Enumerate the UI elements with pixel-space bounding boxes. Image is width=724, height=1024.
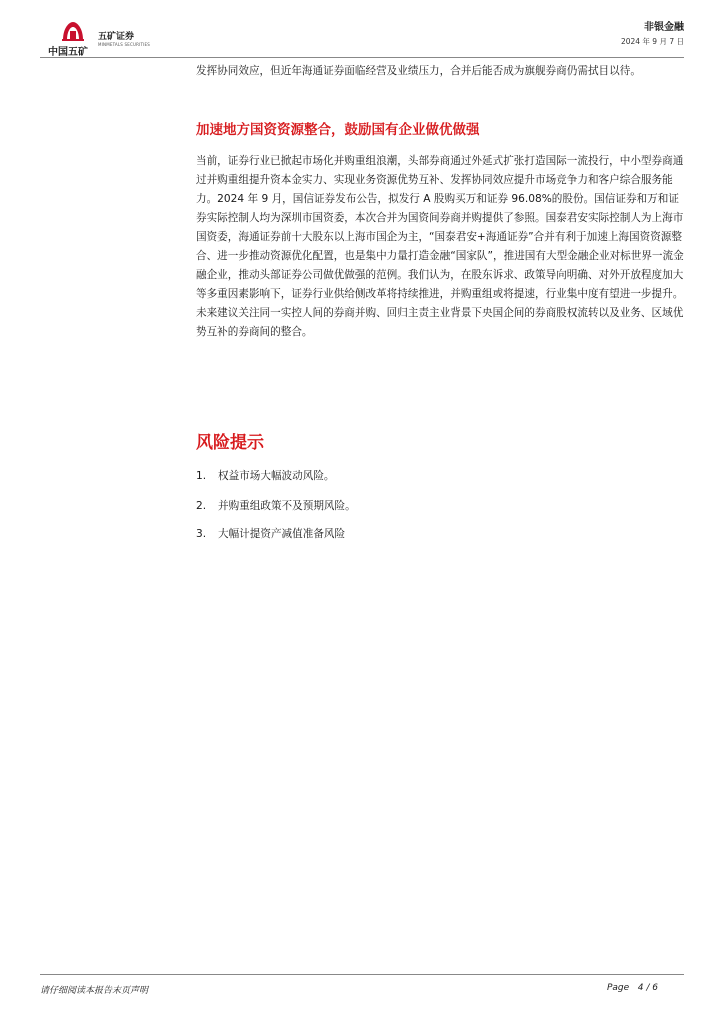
- page-header: [0, 0, 724, 60]
- logo-brand-english: MINMETALS SECURITIES: [98, 42, 150, 47]
- risk-item-text: 并购重组政策不及预期风险。: [218, 500, 356, 512]
- footer-disclaimer: 请仔细阅读本报告末页声明: [40, 986, 149, 996]
- report-category: 非银金融: [644, 22, 684, 33]
- risk-item-text: 大幅计提资产减值准备风险: [218, 528, 346, 540]
- page-number: 4 / 6: [637, 983, 658, 993]
- intro-paragraph: 发挥协同效应，但近年海通证券面临经营及业绩压力，合并后能否成为旗舰券商仍需拭目以待。: [196, 65, 641, 77]
- risk-section-title: 风险提示: [196, 433, 264, 453]
- report-date: 2024 年 9 月 7 日: [620, 37, 684, 46]
- page-indicator: [607, 983, 658, 993]
- company-logo: [46, 20, 166, 56]
- risk-item-number: 1.: [196, 470, 207, 482]
- risk-item-number: 3.: [196, 528, 207, 540]
- logo-brand-name: 五矿证券: [98, 32, 135, 42]
- risk-item: [196, 468, 335, 483]
- footer-divider: [40, 974, 684, 975]
- page-label: Page: [606, 983, 630, 993]
- risk-item-number: 2.: [196, 500, 207, 512]
- section-paragraph: 当前，证券行业已掀起市场化并购重组浪潮，头部券商通过外延式扩张打造国际一流投行，中小型券商通过并购重组提升资本金实力、实现业务资源优势互补、发挥协同效应提升市场竞争力和客户综合服务能力。2024 年 9 月，国信证券发布公告，拟发行 A 股购买万和证券 96.08%的股份。国信证券和万和证券实际控制人均为深圳市国资委，本次合并为国资间券商并购提供了参照。国泰君安实际控制人为上海市国资委，海通证券前十大股东以上海市国企为主，“国泰君安+海通证券”合并有利于加速上海国资资源整合、进一步推动资源优化配置，也是集中力量打造金融“国家队”，推进国有大型金融企业对标世界一流金融企业，推动头部证券公司做优做强的范例。我们认为，在股东诉求、政策导向明确、对外开放程度加大等多重因素影响下，证券行业供给侧改革将持续推进，并购重组或将提速，行业集中度有望进一步提升。未来建议关注同一实控人间的券商并购、回归主责主业背景下央国企间的券商股权流转以及业务、区域优势互补的券商间的整合。: [196, 155, 684, 338]
- minmetals-logo-icon: [60, 20, 86, 42]
- logo-group-name: 中国五矿: [48, 47, 88, 58]
- risk-item: [196, 498, 356, 513]
- risk-item-text: 权益市场大幅波动风险。: [218, 470, 335, 482]
- section-heading: 加速地方国资资源整合，鼓励国有企业做优做强: [196, 122, 480, 138]
- risk-item: [196, 526, 345, 541]
- header-divider: [40, 57, 684, 58]
